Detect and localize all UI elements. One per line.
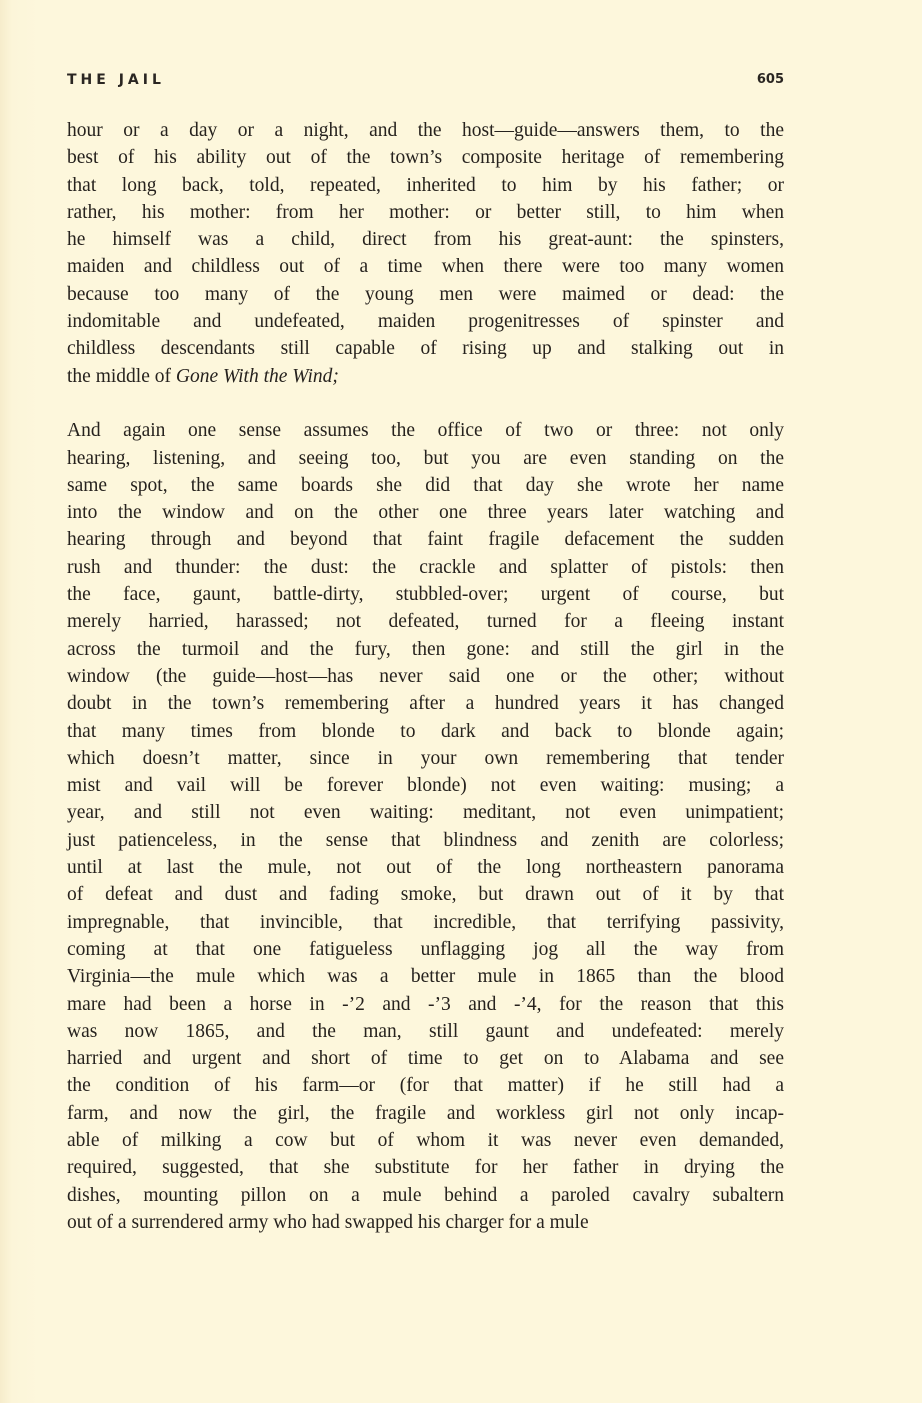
text-line: farm, and now the girl, the fragile and workless girl not only incap- <box>67 1102 784 1124</box>
body-text <box>67 117 784 1236</box>
text-line: of defeat and dust and fading smoke, but drawn out of it by that <box>67 884 784 906</box>
text-line: the condition of his farm—or (for that matter) if he still had a <box>67 1075 784 1097</box>
paragraph-1 <box>67 117 784 390</box>
text-line: just patienceless, in the sense that blindness and zenith are colorless; <box>67 829 784 851</box>
text-line: window (the guide—host—has never said one or the other; without <box>67 665 784 687</box>
text-line: doubt in the town’s remembering after a hundred years it has changed <box>67 693 784 715</box>
text-line: was now 1865, and the man, still gaunt and undefeated: merely <box>67 1020 784 1042</box>
book-title-italic: Gone With the Wind; <box>175 365 339 387</box>
text-line: harried and urgent and short of time to get on to Alabama and see <box>67 1048 784 1070</box>
text-line: that many times from blonde to dark and back to blonde again; <box>67 720 784 742</box>
text-line: into the window and on the other one three years later watching and <box>67 502 784 524</box>
text-line: childless descendants still capable of rising up and stalking out in <box>67 338 784 360</box>
page-number: 605 <box>756 72 784 87</box>
text-line: indomitable and undefeated, maiden progenitresses of spinster and <box>67 311 784 333</box>
text-line: coming at that one fatigueless unflagging jog all the way from <box>67 938 784 960</box>
text-line: And again one sense assumes the office of two or three: not only <box>67 420 784 442</box>
text-line: which doesn’t matter, since in your own remembering that tender <box>67 747 784 769</box>
text-line: hour or a day or a night, and the host—guide—answers them, to the <box>67 120 784 141</box>
text-line: rather, his mother: from her mother: or better still, to him when <box>67 201 784 223</box>
text-line: hearing through and beyond that faint fragile defacement the sudden <box>67 529 784 551</box>
text-line: dishes, mounting pillon on a mule behind a paroled cavalry subaltern <box>67 1184 784 1206</box>
text-line: that long back, told, repeated, inherited to him by his father; or <box>67 174 784 196</box>
text-line: required, suggested, that she substitute for her father in drying the <box>67 1157 784 1179</box>
text-line: out of a surrendered army who had swapped his charger for a mule <box>67 1211 589 1233</box>
text-line: until at last the mule, not out of the long northeastern panorama <box>67 857 784 879</box>
running-head <box>67 72 784 94</box>
text-line: merely harried, harassed; not defeated, turned for a fleeing instant <box>67 611 784 633</box>
running-title: THE JAIL <box>67 72 165 88</box>
text-line: able of milking a cow but of whom it was never even demanded, <box>67 1129 784 1151</box>
text-line: year, and still not even waiting: meditant, not even unimpatient; <box>67 802 784 824</box>
text-line: rush and thunder: the dust: the crackle and splatter of pistols: then <box>67 556 784 578</box>
text-line: he himself was a child, direct from his great-aunt: the spinsters, <box>67 229 784 251</box>
text-line: Virginia—the mule which was a better mule in 1865 than the blood <box>67 966 784 988</box>
text-line: hearing, listening, and seeing too, but you are even standing on the <box>67 447 784 469</box>
text-line: impregnable, that invincible, that incredible, that terrifying passivity, <box>67 911 784 933</box>
text-line: same spot, the same boards she did that day she wrote her name <box>67 474 784 496</box>
text-line: best of his ability out of the town’s composite heritage of remembering <box>67 147 784 169</box>
text-line-prefix: the middle of <box>67 365 176 387</box>
text-line: maiden and childless out of a time when there were too many women <box>67 256 784 278</box>
text-line: because too many of the young men were maimed or dead: the <box>67 283 784 305</box>
text-line: mist and vail will be forever blonde) not even waiting: musing; a <box>67 775 784 797</box>
text-line <box>67 363 784 390</box>
text-line: across the turmoil and the fury, then gone: and still the girl in the <box>67 638 784 660</box>
text-line: the face, gaunt, battle-dirty, stubbled-over; urgent of course, but <box>67 584 784 606</box>
text-line: mare had been a horse in -’2 and -’3 and -’4, for the reason that this <box>67 993 784 1015</box>
paragraph-2 <box>67 417 784 1236</box>
